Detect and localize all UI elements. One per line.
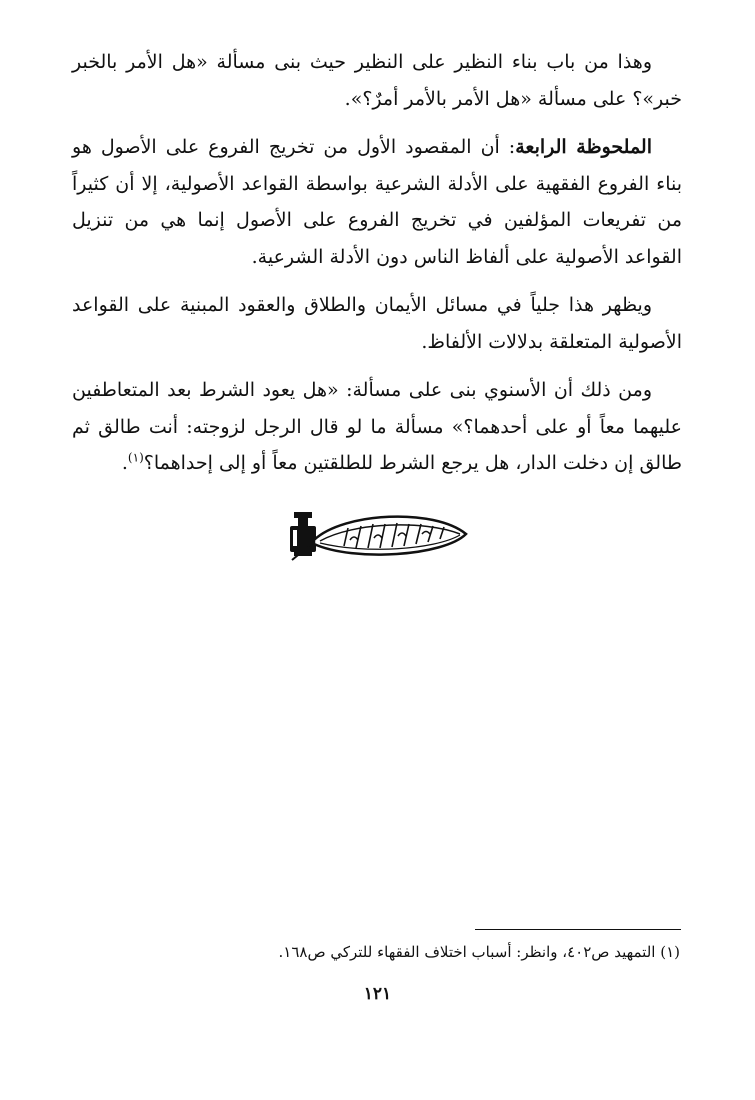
footnote-ref: (١)	[127, 450, 144, 465]
paragraph-1-text: وهذا من باب بناء النظير على النظير حيث بنى مسألة «هل الأمر بالخبر خبر»؟ على مسألة «هل الأمر بالأمر أمرٌ؟».	[72, 51, 682, 110]
paragraph-4	[72, 372, 682, 482]
paragraph-2-label: الملحوظة الرابعة	[515, 136, 652, 158]
paragraph-3-text: ويظهر هذا جلياً في مسائل الأيمان والطلاق والعقود المبنية على القواعد الأصولية المتعلقة بدلالات الألفاظ.	[72, 294, 682, 353]
footnote-text: (١) التمهيد ص٤٠٢، وانظر: أسباب اختلاف الفقهاء للتركي ص١٦٨.	[278, 943, 680, 961]
page-number: ١٢١	[363, 984, 392, 1004]
ornament-icon	[284, 500, 474, 575]
paragraph-2-text: : أن المقصود الأول من تخريج الفروع على الأصول هو بناء الفروع الفقهية على الأدلة الشرعية بواسطة القواعد الأصولية، إلا أن كثيراً من تفريعات المؤلفين في تخريج الفروع على الأصول إنما هي من تنزيل القواعد الأصولية على ألفاظ الناس دون الأدلة الشرعية.	[72, 136, 682, 268]
paragraph-3	[72, 287, 682, 360]
main-text	[72, 44, 682, 494]
footnote	[279, 938, 681, 966]
footnote-divider	[475, 929, 681, 930]
paragraph-4-end: .	[121, 452, 128, 474]
paragraph-1	[72, 44, 682, 117]
paragraph-2	[72, 129, 682, 275]
paragraph-4-text: ومن ذلك أن الأسنوي بنى على مسألة: «هل يعود الشرط بعد المتعاطفين عليهما معاً أو على أحدهما؟» مسألة ما لو قال الرجل لزوجته: أنت طالق ثم طالق إن دخلت الدار، هل يرجع الشرط للطلقتين معاً أو إلى إحداهما؟	[72, 379, 682, 474]
